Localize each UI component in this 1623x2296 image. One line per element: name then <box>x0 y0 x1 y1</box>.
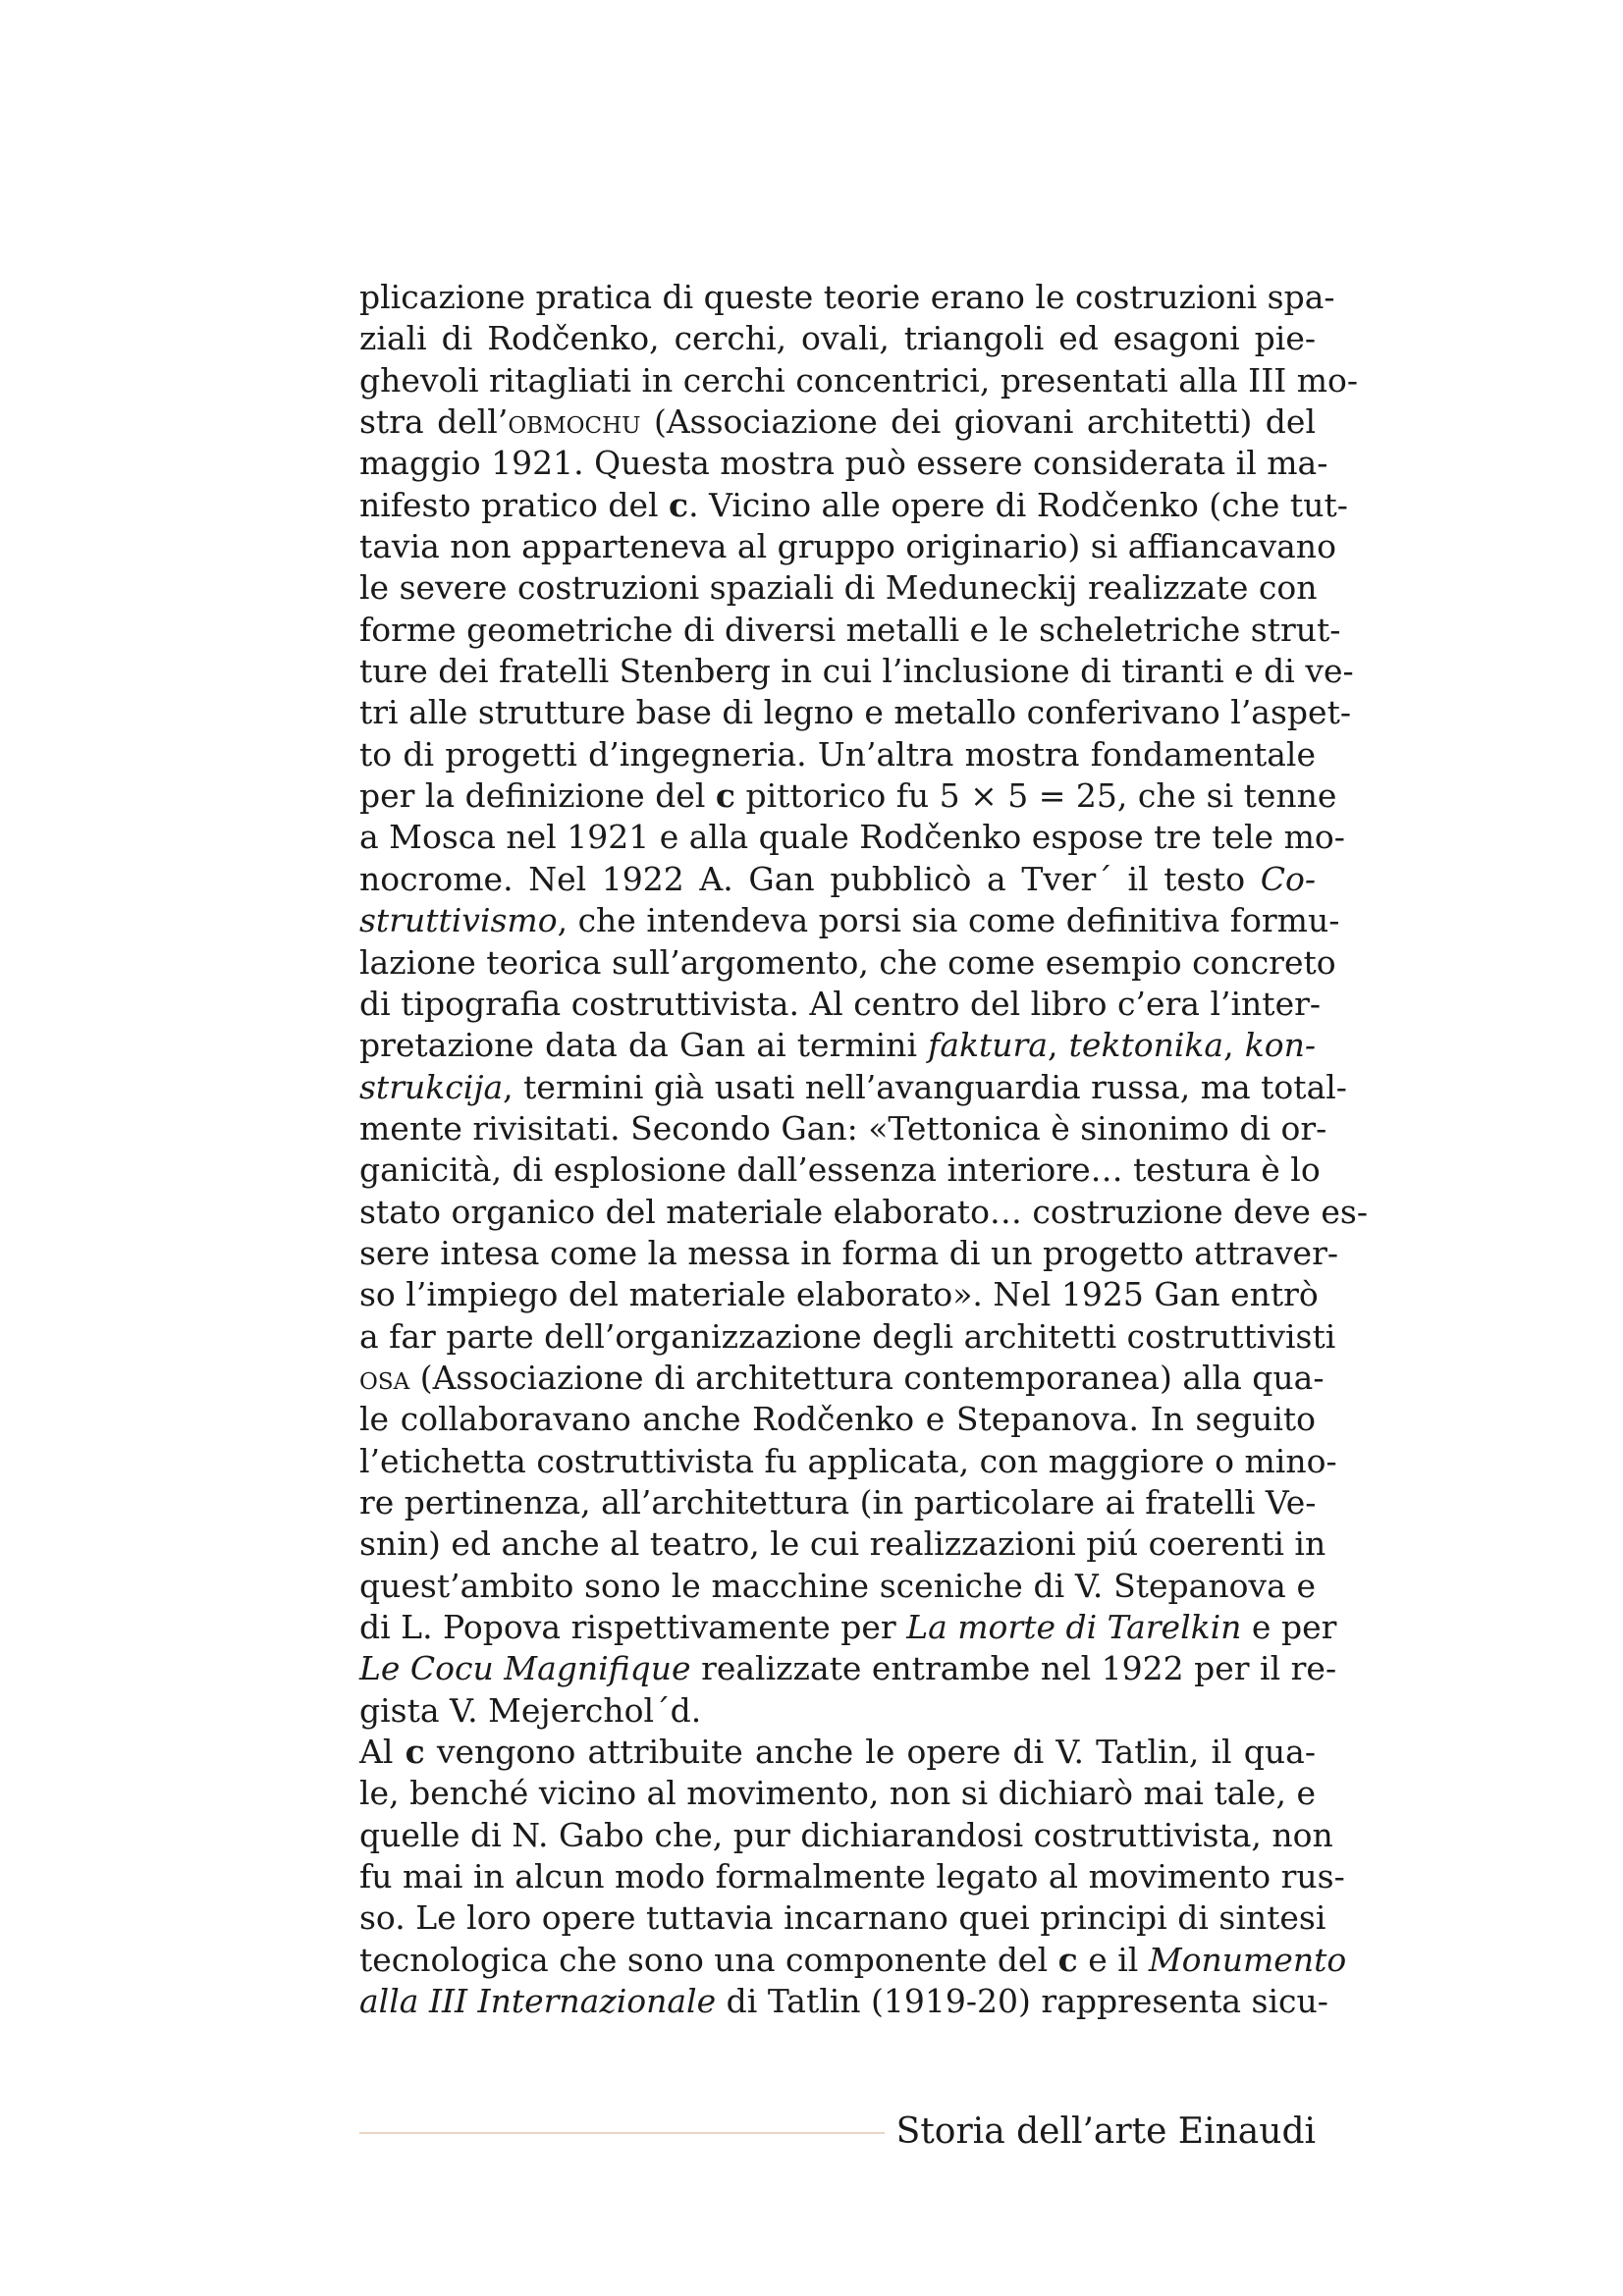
text-segment: quest’ambito sono le macchine sceniche di V. Stepanova e <box>359 1566 1316 1605</box>
text-line <box>359 1981 1328 2022</box>
text-line <box>359 651 1354 692</box>
text-line <box>359 1648 1337 1689</box>
text-segment: , <box>1223 1026 1245 1065</box>
text-line <box>359 1025 1316 1066</box>
text-line <box>359 443 1328 484</box>
text-segment: l’etichetta costruttivista fu applicata, con maggiore o mino- <box>359 1441 1337 1480</box>
text-segment: Monumento <box>1148 1940 1347 1979</box>
text-segment: c <box>715 776 735 816</box>
text-segment: e per <box>1241 1608 1337 1646</box>
text-segment: so. Le loro opere tuttavia incarnano quei principi di sintesi <box>359 1898 1326 1938</box>
text-segment: tri alle strutture base di legno e metallo conferivano l’aspet- <box>359 693 1351 732</box>
text-line <box>359 1358 1325 1399</box>
text-segment: le, benché vicino al movimento, non si dichiarò mai tale, e <box>359 1774 1316 1813</box>
text-segment: to di progetti d’ingegneria. Un’altra mostra fondamentale <box>359 734 1316 774</box>
text-segment: di tipografia costruttivista. Al centro del libro c’era l’inter- <box>359 984 1322 1023</box>
text-line <box>359 1316 1336 1358</box>
text-line <box>359 1523 1326 1565</box>
text-segment: tecnologica che sono una componente del <box>359 1940 1058 1979</box>
text-line <box>359 1192 1369 1233</box>
text-line <box>359 1566 1316 1607</box>
text-segment: c <box>405 1733 425 1772</box>
text-segment: le collaboravano anche Rodčenko e Stepanova. In seguito <box>359 1400 1316 1439</box>
text-line <box>359 1732 1316 1773</box>
footer-rule <box>359 2132 885 2134</box>
text-line <box>359 775 1337 817</box>
text-segment: realizzate entrambe nel 1922 per il re- <box>690 1649 1337 1688</box>
text-segment: per la definizione del <box>359 776 716 816</box>
text-segment: ganicità, di esplosione dall’essenza interiore… testura è lo <box>359 1150 1321 1190</box>
text-segment: Al <box>359 1733 406 1772</box>
text-segment: Co- <box>1260 859 1316 898</box>
text-segment: pretazione data da Gan ai termini <box>359 1026 929 1065</box>
text-line <box>359 1441 1337 1482</box>
text-line <box>359 1940 1347 1981</box>
text-line <box>359 1856 1345 1897</box>
text-segment: vengono attribuite anche le opere di V. Tatlin, il qua- <box>424 1733 1316 1772</box>
text-line <box>359 1108 1327 1149</box>
text-segment: ziali di Rodčenko, cerchi, ovali, triangoli ed esagoni pie- <box>359 319 1316 358</box>
text-line <box>359 1067 1347 1108</box>
text-line <box>359 692 1351 733</box>
text-segment: (Associazione di architettura contemporanea) alla qua- <box>409 1358 1325 1397</box>
text-segment: . Vicino alle opere di Rodčenko (che tut- <box>688 485 1348 524</box>
text-segment: stato organico del materiale elaborato… costruzione deve es- <box>359 1192 1369 1231</box>
text-line <box>359 1607 1337 1648</box>
text-segment: fu mai in alcun modo formalmente legato al movimento rus- <box>359 1857 1345 1896</box>
text-line <box>359 984 1322 1025</box>
text-segment: osa <box>359 1358 410 1397</box>
text-segment: , che intendeva porsi sia come definitiva formu- <box>557 901 1340 940</box>
text-segment: strukcija <box>359 1067 504 1106</box>
text-segment: c <box>1057 1940 1078 1979</box>
text-segment: di L. Popova rispettivamente per <box>359 1608 907 1646</box>
text-line <box>359 942 1336 984</box>
text-segment: tavia non apparteneva al gruppo originario) si affiancavano <box>359 527 1336 566</box>
text-segment: so l’impiego del materiale elaborato». Nel 1925 Gan entrò <box>359 1275 1319 1314</box>
text-line <box>359 900 1340 941</box>
text-line <box>359 1149 1321 1191</box>
text-line <box>359 1897 1326 1939</box>
text-segment: mente rivisitati. Secondo Gan: «Tettonica è sinonimo di or- <box>359 1108 1327 1148</box>
text-segment: alla III Internazionale <box>359 1982 717 2021</box>
text-segment: faktura <box>928 1026 1049 1065</box>
text-line <box>359 1274 1319 1315</box>
text-segment: a Mosca nel 1921 e alla quale Rodčenko espose tre tele mo- <box>359 818 1345 857</box>
text-segment: kon- <box>1244 1026 1317 1065</box>
text-segment: e il <box>1077 1940 1149 1979</box>
text-segment: tektonika <box>1068 1026 1224 1065</box>
text-line <box>359 567 1316 609</box>
text-line <box>359 360 1359 401</box>
text-segment: , <box>1048 1026 1069 1065</box>
text-segment: a far parte dell’organizzazione degli architetti costruttivisti <box>359 1316 1336 1356</box>
text-line <box>359 1482 1316 1523</box>
text-segment: maggio 1921. Questa mostra può essere considerata il ma- <box>359 444 1328 483</box>
text-segment: obmochu <box>508 402 641 442</box>
text-segment: le severe costruzioni spaziali di Meduneckij realizzate con <box>359 568 1318 608</box>
text-line <box>359 318 1316 359</box>
text-segment: ghevoli ritagliati in cerchi concentrici, presentati alla III mo- <box>359 360 1359 400</box>
text-segment: , termini già usati nell’avanguardia russa, ma total- <box>503 1067 1347 1106</box>
text-segment: di Tatlin (1919-20) rappresenta sicu- <box>716 1982 1328 2021</box>
text-segment: (Associazione dei giovani architetti) del <box>640 402 1316 442</box>
footer-title: Storia dell’arte Einaudi <box>895 2111 1316 2152</box>
text-line <box>359 277 1335 318</box>
text-segment: forme geometriche di diversi metalli e le scheletriche strut- <box>359 610 1341 649</box>
text-line <box>359 817 1345 858</box>
text-segment: sere intesa come la messa in forma di un progetto attraver- <box>359 1233 1339 1272</box>
text-segment: quelle di N. Gabo che, pur dichiarandosi costruttivista, non <box>359 1815 1333 1854</box>
text-line <box>359 859 1316 900</box>
text-segment: nifesto pratico del <box>359 485 670 524</box>
text-segment: c <box>669 485 689 524</box>
text-line <box>359 734 1316 775</box>
text-line <box>359 1399 1316 1440</box>
text-line <box>359 1815 1333 1856</box>
text-segment: ture dei fratelli Stenberg in cui l’inclusione di tiranti e di ve- <box>359 652 1354 691</box>
text-line <box>359 610 1341 651</box>
text-segment: Le Cocu Magnifique <box>359 1649 691 1688</box>
text-segment: nocrome. Nel 1922 A. Gan pubblicò a Tver´ il testo <box>359 859 1261 898</box>
body-text <box>359 277 1369 2022</box>
text-segment: pittorico fu 5 × 5 = 25, che si tenne <box>734 776 1337 816</box>
text-segment: stra dell’ <box>359 402 509 442</box>
text-line <box>359 1233 1339 1274</box>
text-line <box>359 526 1336 567</box>
text-line <box>359 401 1316 443</box>
text-segment: gista V. Mejerchol´d. <box>359 1690 702 1730</box>
text-segment: snin) ed anche al teatro, le cui realizzazioni piú coerenti in <box>359 1524 1326 1564</box>
text-segment: struttivismo <box>359 901 558 940</box>
text-segment: La morte di Tarelkin <box>906 1608 1242 1646</box>
text-segment: lazione teorica sull’argomento, che come esempio concreto <box>359 942 1336 982</box>
text-segment: re pertinenza, all’architettura (in particolare ai fratelli Ve- <box>359 1482 1317 1522</box>
text-segment: plicazione pratica di queste teorie erano le costruzioni spa- <box>359 278 1335 316</box>
text-line <box>359 1690 1316 1732</box>
text-line <box>359 1773 1316 1814</box>
text-line <box>359 485 1348 526</box>
